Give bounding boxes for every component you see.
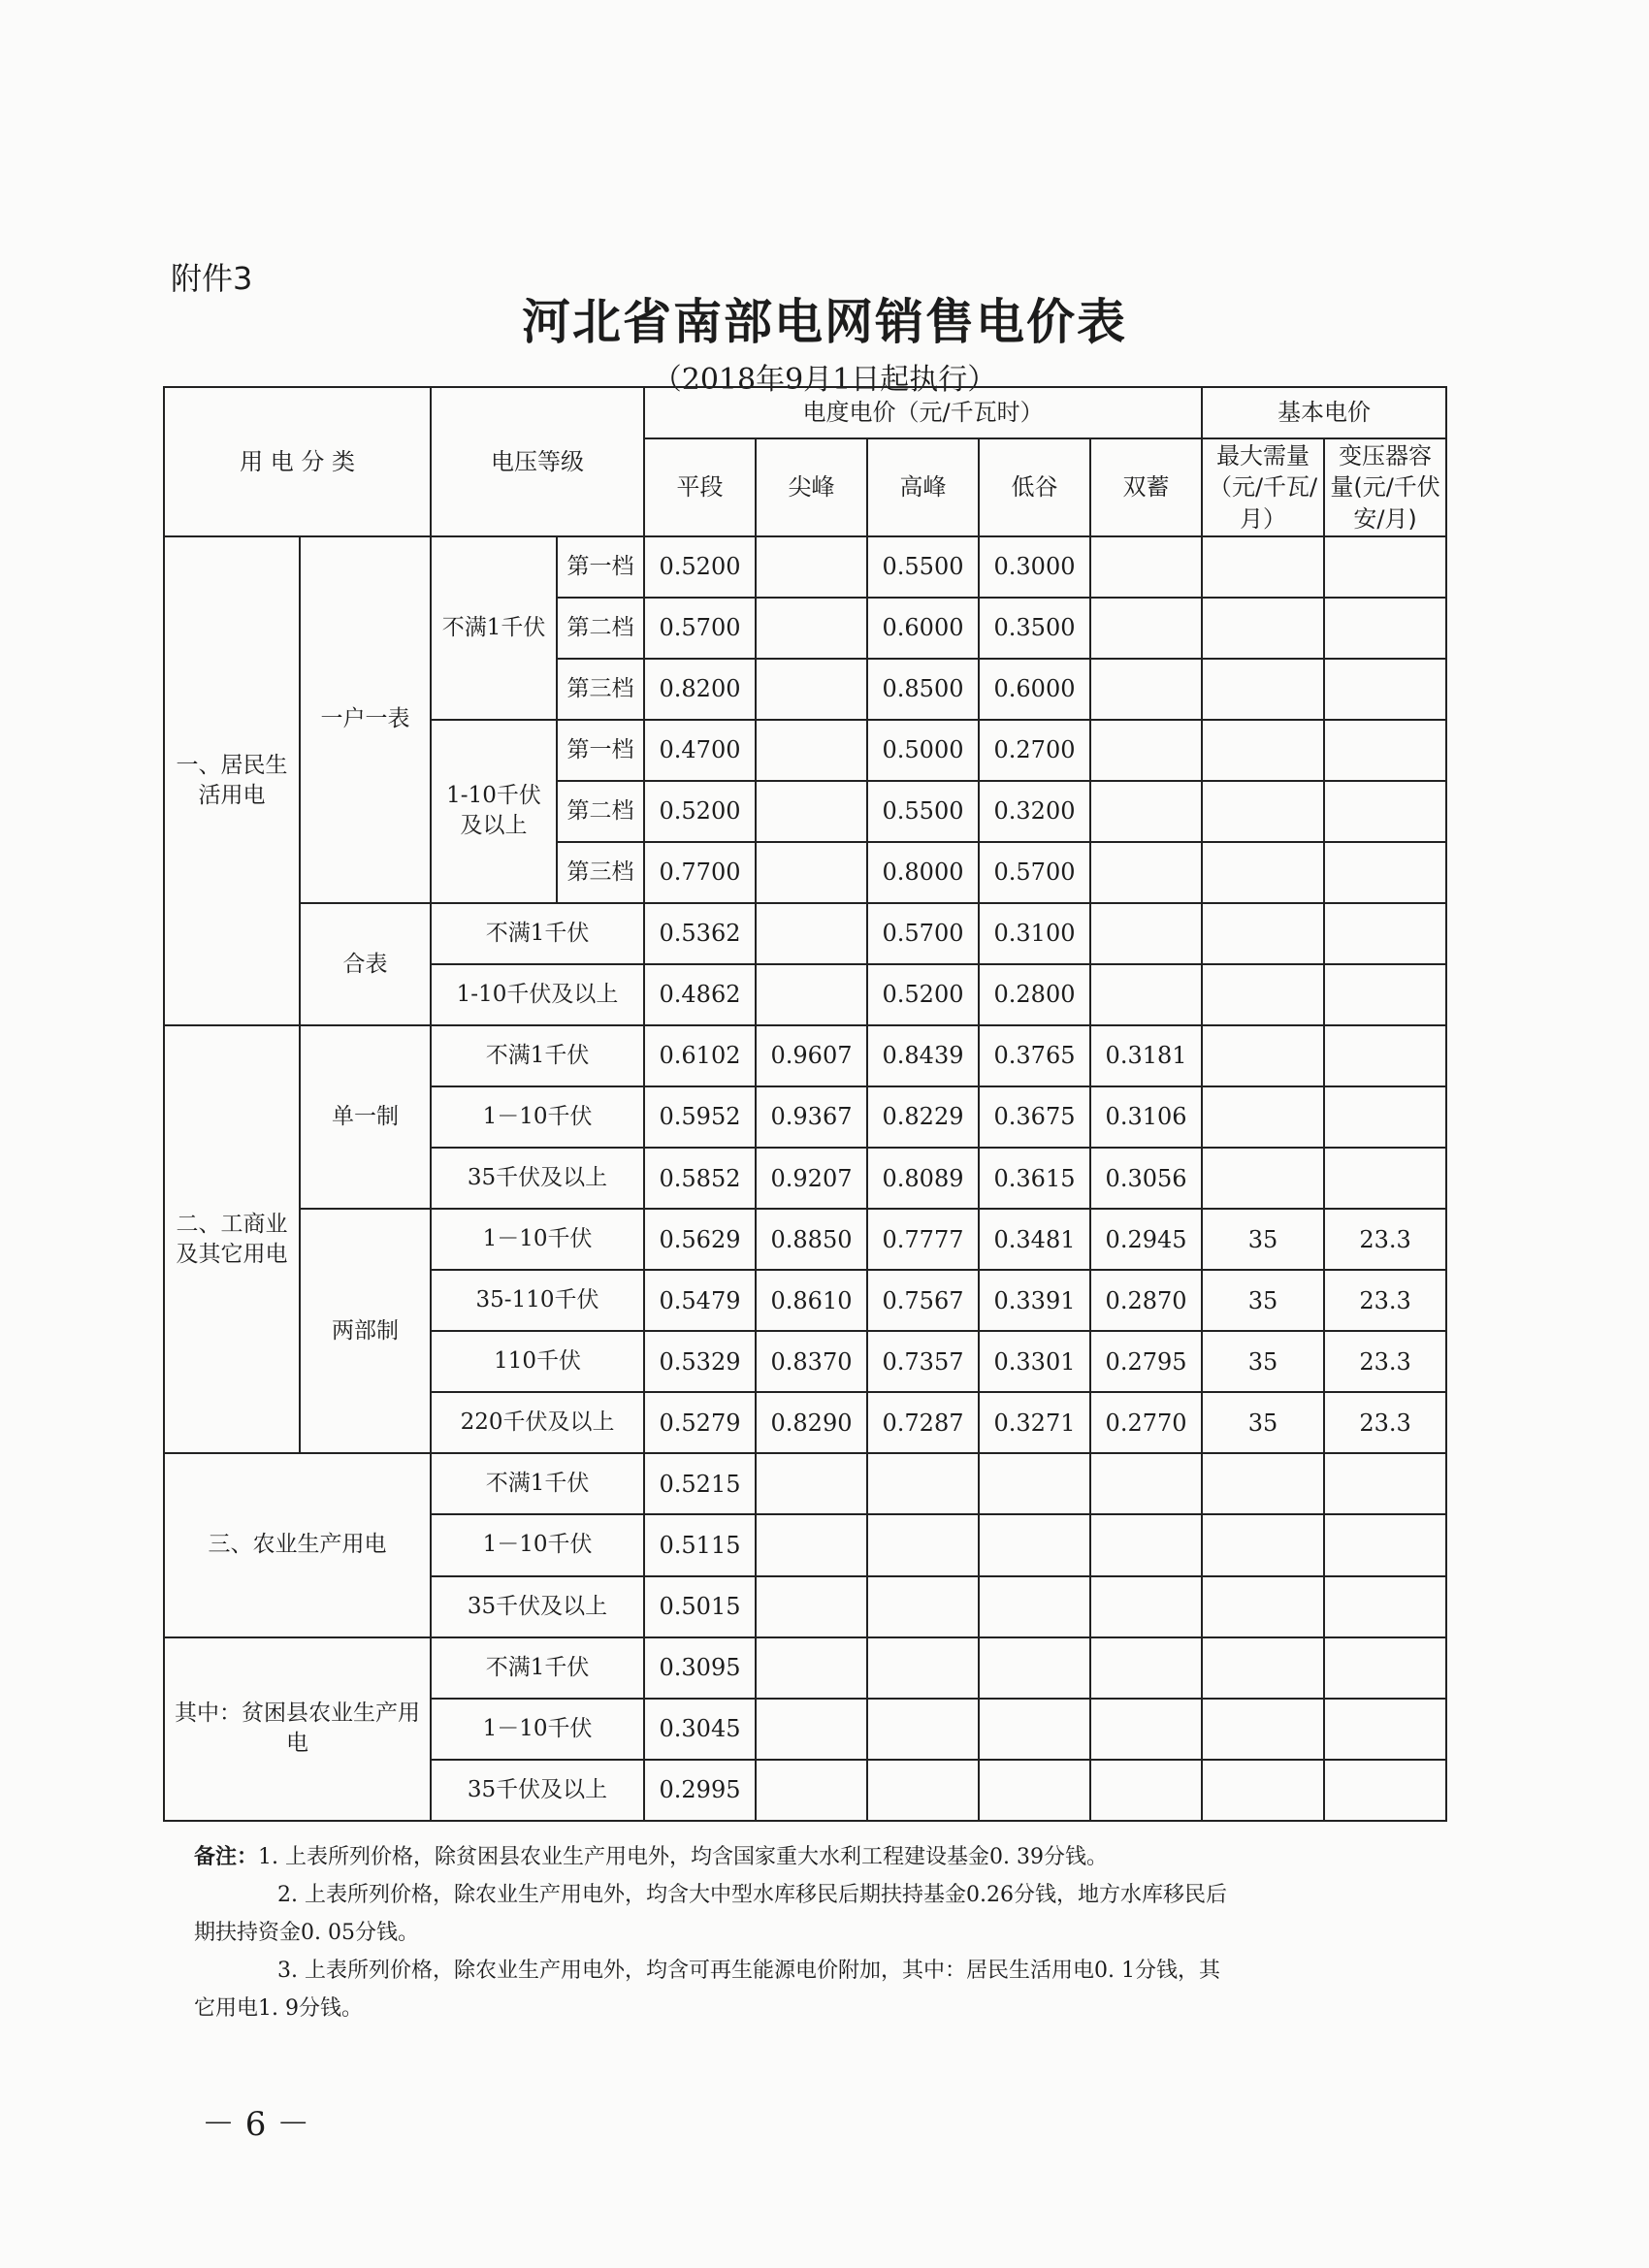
voltage-label: 不满1千伏	[431, 1637, 644, 1699]
price-flat: 0.5629	[644, 1209, 756, 1270]
section-poor-county-label: 其中：贫困县农业生产用电	[164, 1637, 431, 1821]
price-transformer: 23.3	[1324, 1209, 1446, 1270]
tier-label: 第二档	[557, 598, 644, 659]
price-transformer: 23.3	[1324, 1331, 1446, 1392]
price-peak: 0.7567	[867, 1270, 979, 1331]
price-storage: 0.2870	[1090, 1270, 1202, 1331]
price-valley: 0.3500	[979, 598, 1090, 659]
price-valley: 0.5700	[979, 842, 1090, 903]
price-flat: 0.5279	[644, 1392, 756, 1453]
voltage-label: 不满1千伏	[431, 1453, 644, 1514]
price-sharp: 0.8290	[756, 1392, 867, 1453]
header-period-storage: 双蓄	[1090, 438, 1202, 536]
tier-label: 第二档	[557, 781, 644, 842]
price-peak: 0.7287	[867, 1392, 979, 1453]
voltage-label: 35千伏及以上	[431, 1576, 644, 1637]
price-valley: 0.3675	[979, 1086, 1090, 1148]
price-peak: 0.5500	[867, 781, 979, 842]
price-storage: 0.2795	[1090, 1331, 1202, 1392]
price-flat: 0.5200	[644, 536, 756, 598]
voltage-label: 1－10千伏	[431, 1699, 644, 1760]
header-period-valley: 低谷	[979, 438, 1090, 536]
header-category: 用 电 分 类	[164, 387, 431, 536]
price-max-demand: 35	[1202, 1209, 1324, 1270]
price-valley: 0.2800	[979, 964, 1090, 1025]
price-peak: 0.5700	[867, 903, 979, 964]
price-valley: 0.2700	[979, 720, 1090, 781]
price-flat: 0.7700	[644, 842, 756, 903]
price-peak: 0.8439	[867, 1025, 979, 1086]
price-sharp: 0.9367	[756, 1086, 867, 1148]
header-period-flat: 平段	[644, 438, 756, 536]
price-flat: 0.5329	[644, 1331, 756, 1392]
price-valley: 0.3271	[979, 1392, 1090, 1453]
price-peak: 0.5000	[867, 720, 979, 781]
price-sharp: 0.9207	[756, 1148, 867, 1209]
price-storage: 0.3056	[1090, 1148, 1202, 1209]
residential-voltage-1-10kv: 1-10千伏及以上	[431, 720, 557, 903]
price-flat: 0.5200	[644, 781, 756, 842]
header-period-sharp: 尖峰	[756, 438, 867, 536]
price-valley: 0.3481	[979, 1209, 1090, 1270]
price-flat: 0.8200	[644, 659, 756, 720]
price-flat: 0.2995	[644, 1760, 756, 1821]
note-line-2: 2. 上表所列价格，除农业生产用电外，均含大中型水库移民后期扶持基金0.26分钱，地方水库移民后	[277, 1883, 1227, 1907]
voltage-label: 1－10千伏	[431, 1514, 644, 1575]
page-number: － 6 －	[202, 2105, 310, 2144]
voltage-label: 1－10千伏	[431, 1209, 644, 1270]
note-line-4: 3. 上表所列价格，除农业生产用电外，均含可再生能源电价附加，其中：居民生活用电0. 1分钱，其	[277, 1959, 1220, 1983]
section-residential-label: 一、居民生活用电	[164, 536, 300, 1025]
voltage-label: 35千伏及以上	[431, 1760, 644, 1821]
price-max-demand: 35	[1202, 1392, 1324, 1453]
price-peak: 0.8089	[867, 1148, 979, 1209]
price-flat: 0.5115	[644, 1514, 756, 1575]
price-storage: 0.3106	[1090, 1086, 1202, 1148]
price-sharp: 0.8850	[756, 1209, 867, 1270]
price-sharp: 0.9607	[756, 1025, 867, 1086]
price-storage	[1090, 536, 1202, 598]
price-flat: 0.5215	[644, 1453, 756, 1514]
tariff-table	[163, 386, 1447, 1822]
price-flat: 0.5952	[644, 1086, 756, 1148]
residential-single-meter: 一户一表	[300, 536, 431, 903]
price-max-demand: 35	[1202, 1331, 1324, 1392]
price-flat: 0.5362	[644, 903, 756, 964]
price-peak: 0.5200	[867, 964, 979, 1025]
price-storage: 0.3181	[1090, 1025, 1202, 1086]
header-period-peak: 高峰	[867, 438, 979, 536]
header-basic-price: 基本电价	[1202, 387, 1446, 438]
price-storage: 0.2945	[1090, 1209, 1202, 1270]
price-valley: 0.3301	[979, 1331, 1090, 1392]
price-peak: 0.8000	[867, 842, 979, 903]
tier-label: 第一档	[557, 720, 644, 781]
industrial-single-part: 单一制	[300, 1025, 431, 1209]
price-valley: 0.3765	[979, 1025, 1090, 1086]
price-valley: 0.3000	[979, 536, 1090, 598]
price-sharp: 0.8610	[756, 1270, 867, 1331]
price-flat: 0.6102	[644, 1025, 756, 1086]
price-peak: 0.5500	[867, 536, 979, 598]
note-line-1: 备注：1. 上表所列价格，除贫困县农业生产用电外，均含国家重大水利工程建设基金0. 39分钱。	[194, 1844, 1108, 1869]
voltage-label: 不满1千伏	[431, 903, 644, 964]
residential-combined-meter: 合表	[300, 903, 431, 1025]
voltage-label: 110千伏	[431, 1331, 644, 1392]
price-peak: 0.7777	[867, 1209, 979, 1270]
note-line-5: 它用电1. 9分钱。	[194, 1996, 363, 2021]
price-transformer: 23.3	[1324, 1270, 1446, 1331]
price-valley: 0.3615	[979, 1148, 1090, 1209]
notes-label: 备注：	[194, 1844, 259, 1869]
section-industrial-label: 二、工商业及其它用电	[164, 1025, 300, 1453]
tier-label: 第三档	[557, 659, 644, 720]
tier-label: 第三档	[557, 842, 644, 903]
document-subtitle: （2018年9月1日起执行）	[652, 363, 997, 397]
header-max-demand: 最大需量（元/千瓦/月）	[1202, 438, 1324, 536]
residential-voltage-lt1kv: 不满1千伏	[431, 536, 557, 720]
price-valley: 0.3200	[979, 781, 1090, 842]
price-transformer: 23.3	[1324, 1392, 1446, 1453]
price-valley: 0.3100	[979, 903, 1090, 964]
price-storage: 0.2770	[1090, 1392, 1202, 1453]
price-peak: 0.7357	[867, 1331, 979, 1392]
header-energy-price: 电度电价（元/千瓦时）	[644, 387, 1202, 438]
document-title: 河北省南部电网销售电价表	[522, 293, 1127, 350]
price-flat: 0.5700	[644, 598, 756, 659]
voltage-label: 1－10千伏	[431, 1086, 644, 1148]
price-flat: 0.4700	[644, 720, 756, 781]
price-sharp	[756, 536, 867, 598]
price-flat: 0.3095	[644, 1637, 756, 1699]
header-transformer: 变压器容量(元/千伏安/月)	[1324, 438, 1446, 536]
voltage-label: 不满1千伏	[431, 1025, 644, 1086]
industrial-two-part: 两部制	[300, 1209, 431, 1453]
voltage-label: 1-10千伏及以上	[431, 964, 644, 1025]
price-valley: 0.3391	[979, 1270, 1090, 1331]
note-line-3: 期扶持资金0. 05分钱。	[194, 1921, 419, 1945]
voltage-label: 35千伏及以上	[431, 1148, 644, 1209]
price-peak: 0.6000	[867, 598, 979, 659]
voltage-label: 220千伏及以上	[431, 1392, 644, 1453]
price-flat: 0.4862	[644, 964, 756, 1025]
price-flat: 0.3045	[644, 1699, 756, 1760]
price-valley: 0.6000	[979, 659, 1090, 720]
voltage-label: 35-110千伏	[431, 1270, 644, 1331]
price-flat: 0.5852	[644, 1148, 756, 1209]
price-flat: 0.5479	[644, 1270, 756, 1331]
notes	[194, 1838, 1416, 2027]
header-voltage: 电压等级	[431, 387, 644, 536]
price-sharp: 0.8370	[756, 1331, 867, 1392]
attachment-label: 附件3	[171, 260, 253, 297]
section-agriculture-label: 三、农业生产用电	[164, 1453, 431, 1636]
tier-label: 第一档	[557, 536, 644, 598]
price-peak: 0.8229	[867, 1086, 979, 1148]
price-max-demand: 35	[1202, 1270, 1324, 1331]
price-peak: 0.8500	[867, 659, 979, 720]
price-flat: 0.5015	[644, 1576, 756, 1637]
